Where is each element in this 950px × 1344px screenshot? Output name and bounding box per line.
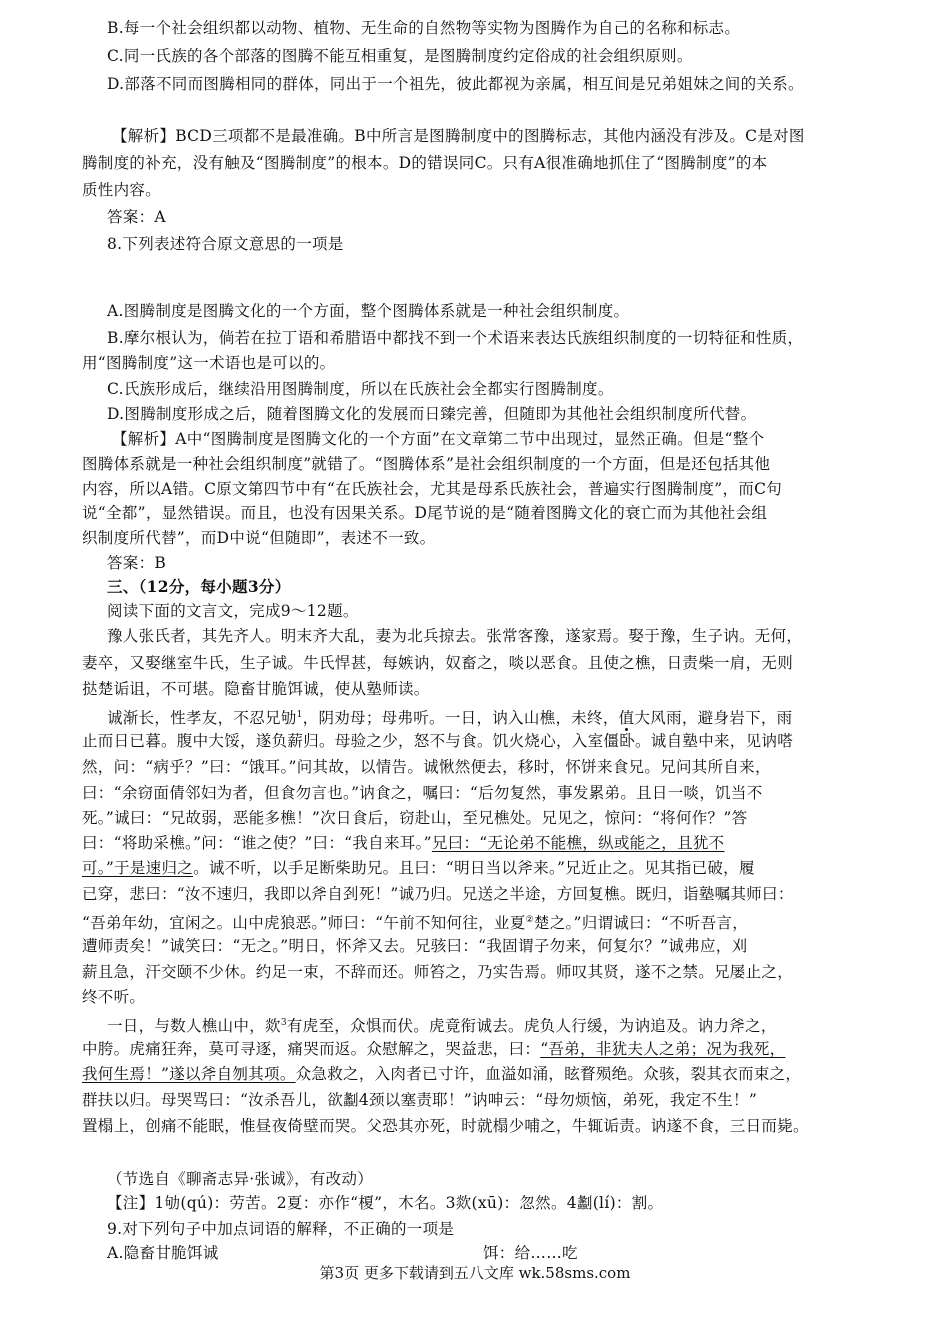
- passage-line: [82, 857, 755, 879]
- q8-stem: 8.下列表述符合原文意思的一项是: [107, 235, 344, 253]
- passage-line: [82, 832, 725, 854]
- passage-line: [107, 704, 792, 729]
- q8-analysis-line-4: 说“全都”，显然错误。而且，也没有因果关系。D尾节说的是“随着图腾文化的衰亡而为其他社会组: [82, 504, 768, 522]
- q7-analysis-line-1: 【解析】BCD三项都不是最准确。B中所言是图腾制度中的图腾标志，其他内涵没有涉及。C是对图: [112, 127, 805, 145]
- passage-text: ，阴劝母；母弗听。一日，讷入山樵，未终，: [302, 709, 619, 728]
- passage-line: [82, 1038, 785, 1060]
- q7-answer: 答案：A: [107, 208, 166, 226]
- dotted-word: 值: [618, 709, 635, 728]
- passage-line: 死。”诚曰：“兄故弱，恶能多樵！”次日食后，窃赴山，至兄樵处。兄见之，惊问：“将何作？”答: [82, 809, 748, 827]
- q9-stem: 9.对下列句子中加点词语的解释，不正确的一项是: [107, 1220, 455, 1238]
- passage-line: 曰：“余窃面倩邻妇为者，但食勿言也。”讷食之，嘱曰：“后勿复然，事发累弟。且日一啖，饥当不: [82, 784, 763, 802]
- passage-line: 妻卒，又娶继室牛氏，生子诚。牛氏悍甚，每嫉讷，奴畜之，啖以恶食。且使之樵，日责柴一肩，无则: [82, 654, 794, 672]
- q8-analysis-line-1: 【解析】A中“图腾制度是图腾文化的一个方面”在文章第二节中出现过，显然正确。但是“整个: [112, 430, 765, 448]
- passage-text: 大风雨，避身岩下，雨: [634, 709, 793, 728]
- footnote-mark: ②: [525, 915, 534, 925]
- q8-option-a: A.图腾制度是图腾文化的一个方面，整个图腾体系就是一种社会组织制度。: [107, 302, 630, 320]
- q8-analysis-line-3: 内容，所以A错。C原文第四节中有“在氏族社会，尤其是母系氏族社会，普遍实行图腾制度”，而C句: [82, 480, 783, 498]
- passage-text: 有虎至，众惧而伏。虎竟衔诚去。虎负人行缓，为讷追及。讷力斧之，: [286, 1017, 777, 1036]
- passage-line: [82, 1063, 801, 1085]
- q8-answer: 答案：B: [107, 554, 167, 572]
- passage-line: [107, 1012, 777, 1037]
- q8-option-d: D.图腾制度形成之后，随着图腾文化的发展而日臻完善，但随即为其他社会组织制度所代替。: [107, 405, 757, 423]
- passage-line: 止而日已暮。腹中大馁，遂负薪归。母验之少，怒不与食。饥火烧心，入室僵卧。诚自塾中来，见讷嗒: [82, 732, 794, 750]
- passage-line: 豫人张氏者，其先齐人。明末齐大乱，妻为北兵掠去。张常客豫，遂家焉。娶于豫，生子讷。无何，: [107, 627, 803, 645]
- passage-text: 众急救之，入肉者已寸许，血溢如涌，眩瞀殒绝。众骇，裂其衣而束之，: [295, 1065, 802, 1083]
- passage-line: 薪且急，汗交颐不少休。约足一束，不辞而还。师笞之，乃实告焉。师叹其贤，遂不之禁。兄屡止之，: [82, 963, 794, 981]
- passage-text: 一日，与数人樵山中，欻: [107, 1017, 281, 1036]
- footnote-mark: 3: [280, 1018, 287, 1028]
- underlined-sentence: “吾弟，非犹夫人之弟；况为我死，: [540, 1040, 786, 1058]
- passage-line: 挞楚诟诅，不可堪。隐畜甘脆饵诚，使从塾师读。: [82, 680, 430, 698]
- passage-line: 群扶以归。母哭骂曰：“汝杀吾儿，欲劙4颈以塞责耶！”讷呻云：“母勿烦恼，弟死，我定不生！”: [82, 1091, 758, 1109]
- passage-text: 诚渐长，性孝友，不忍兄劬: [107, 709, 297, 728]
- section-intro: 阅读下面的文言文，完成9～12题。: [107, 602, 359, 620]
- underlined-sentence: 兄曰：“无论弟不能樵，纵或能之，且犹不: [431, 834, 725, 852]
- passage-line: 已穿，悲曰：“汝不速归，我即以斧自刭死！”诚乃归。兄送之半途，方回复樵。既归，诣塾嘱其师曰：: [82, 885, 794, 903]
- q8-analysis-line-2: 图腾体系就是一种社会组织制度”就错了。“图腾体系”是社会组织制度的一个方面，但是还包括其他: [82, 455, 771, 473]
- section-heading: 三、（12分，每小题3分）: [107, 577, 291, 596]
- q7-option-d: D.部落不同而图腾相同的群体，同出于一个祖先，彼此都视为亲属，相互间是兄弟姐妹之间的关系。: [107, 75, 804, 93]
- q9-option-a-gloss: 饵：给……吃: [483, 1244, 578, 1262]
- passage-text: “吾弟年幼，宜闲之。山中虎狼恶。”师曰：“午前不知何往，业夏: [82, 914, 526, 933]
- q8-analysis-line-5: 织制度所代替”，而D中说“但随即”，表述不一致。: [82, 529, 436, 547]
- underlined-sentence: 可。”于是速归之: [82, 859, 194, 877]
- footnote-mark: 1: [296, 710, 303, 720]
- passage-line: 然，问：“病乎？”曰：“饿耳。”问其故，以情告。诚愀然便去，移时，怀饼来食兄。兄问其所自来，: [82, 758, 771, 776]
- q7-option-c: C.同一氏族的各个部落的图腾不能互相重复，是图腾制度约定俗成的社会组织原则。: [107, 47, 693, 65]
- footnotes: 【注】1劬(qú)：劳苦。2夏：亦作“榎”，木名。3欻(xū)：忽然。4劙(lí)：割。: [107, 1194, 664, 1212]
- passage-line: 遭师责矣！”诚笑曰：“无之。”明日，怀斧又去。兄骇曰：“我固谓子勿来，何复尔？”诚弗应，刈: [82, 937, 748, 955]
- passage-text: 曰：“将助采樵。”问：“谁之使？”曰：“我自来耳。”: [82, 834, 432, 852]
- q8-option-b-line-2: 用“图腾制度”这一术语也是可以的。: [82, 354, 336, 372]
- q7-analysis-line-2: 腾制度的补充，没有触及“图腾制度”的根本。D的错误同C。只有A很准确地抓住了“图腾制度”的本: [82, 154, 768, 172]
- underlined-sentence: 我何生焉！”遂以斧自刎其项。: [82, 1065, 296, 1083]
- passage-text: 。诚不听，以手足断柴助兄。且曰：“明日当以斧来。”兄近止之。见其指已破，履: [193, 859, 755, 877]
- q7-option-b: B.每一个社会组织都以动物、植物、无生命的自然物等实物为图腾作为自己的名称和标志。: [107, 19, 741, 37]
- passage-line: 置榻上，创痛不能眠，惟昼夜倚壁而哭。父恐其亦死，时就榻少哺之，牛辄诟责。讷遂不食，三日而毙。: [82, 1117, 809, 1135]
- passage-line: [82, 909, 748, 934]
- q8-option-b-line-1: B.摩尔根认为，倘若在拉丁语和希腊语中都找不到一个术语来表达氏族组织制度的一切特征和性质，: [107, 329, 804, 347]
- page-footer: 第3页 更多下载请到五八文库 wk.58sms.com: [319, 1264, 631, 1282]
- passage-text: 中胯。虎痛狂奔，莫可寻逐，痛哭而返。众慰解之，哭益悲，曰：: [82, 1040, 541, 1058]
- passage-text: 楚之。”归谓诚曰：“不听吾言，: [533, 914, 749, 933]
- q8-option-c: C.氏族形成后，继续沿用图腾制度，所以在氏族社会全都实行图腾制度。: [107, 380, 614, 398]
- passage-line: 终不听。: [82, 988, 146, 1006]
- q9-option-a-sentence: A.隐畜甘脆饵诚: [107, 1244, 219, 1262]
- q7-analysis-line-3: 质性内容。: [82, 181, 162, 199]
- passage-source: （节选自《聊斋志异·张诚》，有改动）: [107, 1170, 374, 1188]
